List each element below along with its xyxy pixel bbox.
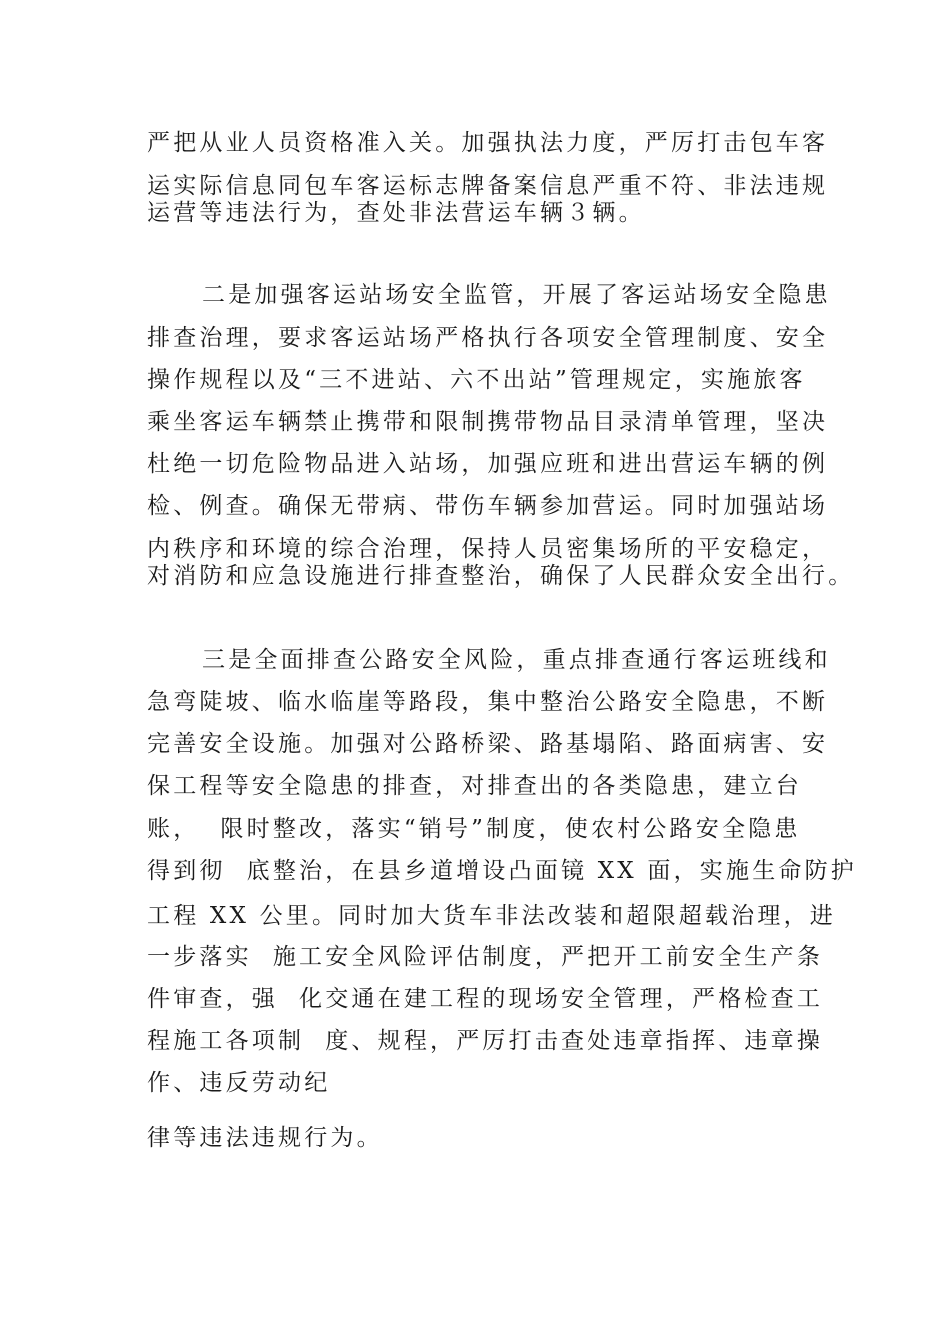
text-line: 保工程等安全隐患的排查，对排查出的各类隐患，建立台 [147, 773, 802, 799]
text-line: 杜绝一切危险物品进入站场，加强应班和进出营运车辆的例 [147, 451, 829, 477]
text-line: 三是全面排查公路安全风险，重点排查通行客运班线和 [202, 647, 831, 673]
text-line: 律等违法违规行为。 [147, 1125, 383, 1151]
text-line: 完善安全设施。加强对公路桥梁、路基塌陷、路面病害、安 [147, 731, 829, 757]
text-line: 急弯陡坡、临水临崖等路段，集中整治公路安全隐患，不断 [147, 689, 829, 715]
text-line: 检、例查。确保无带病、带伤车辆参加营运。同时加强站场 [147, 493, 829, 519]
text-line: 工程 XX 公里。同时加大货车非法改装和超限超载治理，进 [147, 903, 836, 929]
text-line: 严把从业人员资格准入关。加强执法力度，严厉打击包车客 [147, 130, 829, 156]
text-line: 内秩序和环境的综合治理，保持人员密集场所的平安稳定， [147, 536, 829, 562]
text-line: 程施工各项制 度、规程，严厉打击查处违章指挥、违章操 [147, 1028, 824, 1054]
text-line: 排查治理，要求客运站场严格执行各项安全管理制度、安全 [147, 325, 829, 351]
text-line: 对消防和应急设施进行排查整治，确保了人民群众安全出行。 [147, 563, 855, 589]
text-line: 账， 限时整改，落实“销号”制度，使农村公路安全隐患 [147, 816, 801, 842]
text-line: 运营等违法行为，查处非法营运车辆３辆。 [147, 200, 645, 226]
text-line: 作、违反劳动纪 [147, 1070, 331, 1096]
text-line: 得到彻 底整治，在县乡道增设凸面镜 XX 面，实施生命防护 [147, 858, 857, 884]
text-line: 件审查，强 化交通在建工程的现场安全管理，严格检查工 [147, 986, 824, 1012]
text-line: 运实际信息同包车客运标志牌备案信息严重不符、非法违规 [147, 173, 829, 199]
text-line: 二是加强客运站场安全监管，开展了客运站场安全隐患 [202, 282, 831, 308]
text-line: 操作规程以及“三不进站、六不出站”管理规定，实施旅客 [147, 367, 806, 393]
text-line: 乘坐客运车辆禁止携带和限制携带物品目录清单管理，坚决 [147, 409, 829, 435]
text-line: 一步落实 施工安全风险评估制度，严把开工前安全生产条 [147, 944, 824, 970]
